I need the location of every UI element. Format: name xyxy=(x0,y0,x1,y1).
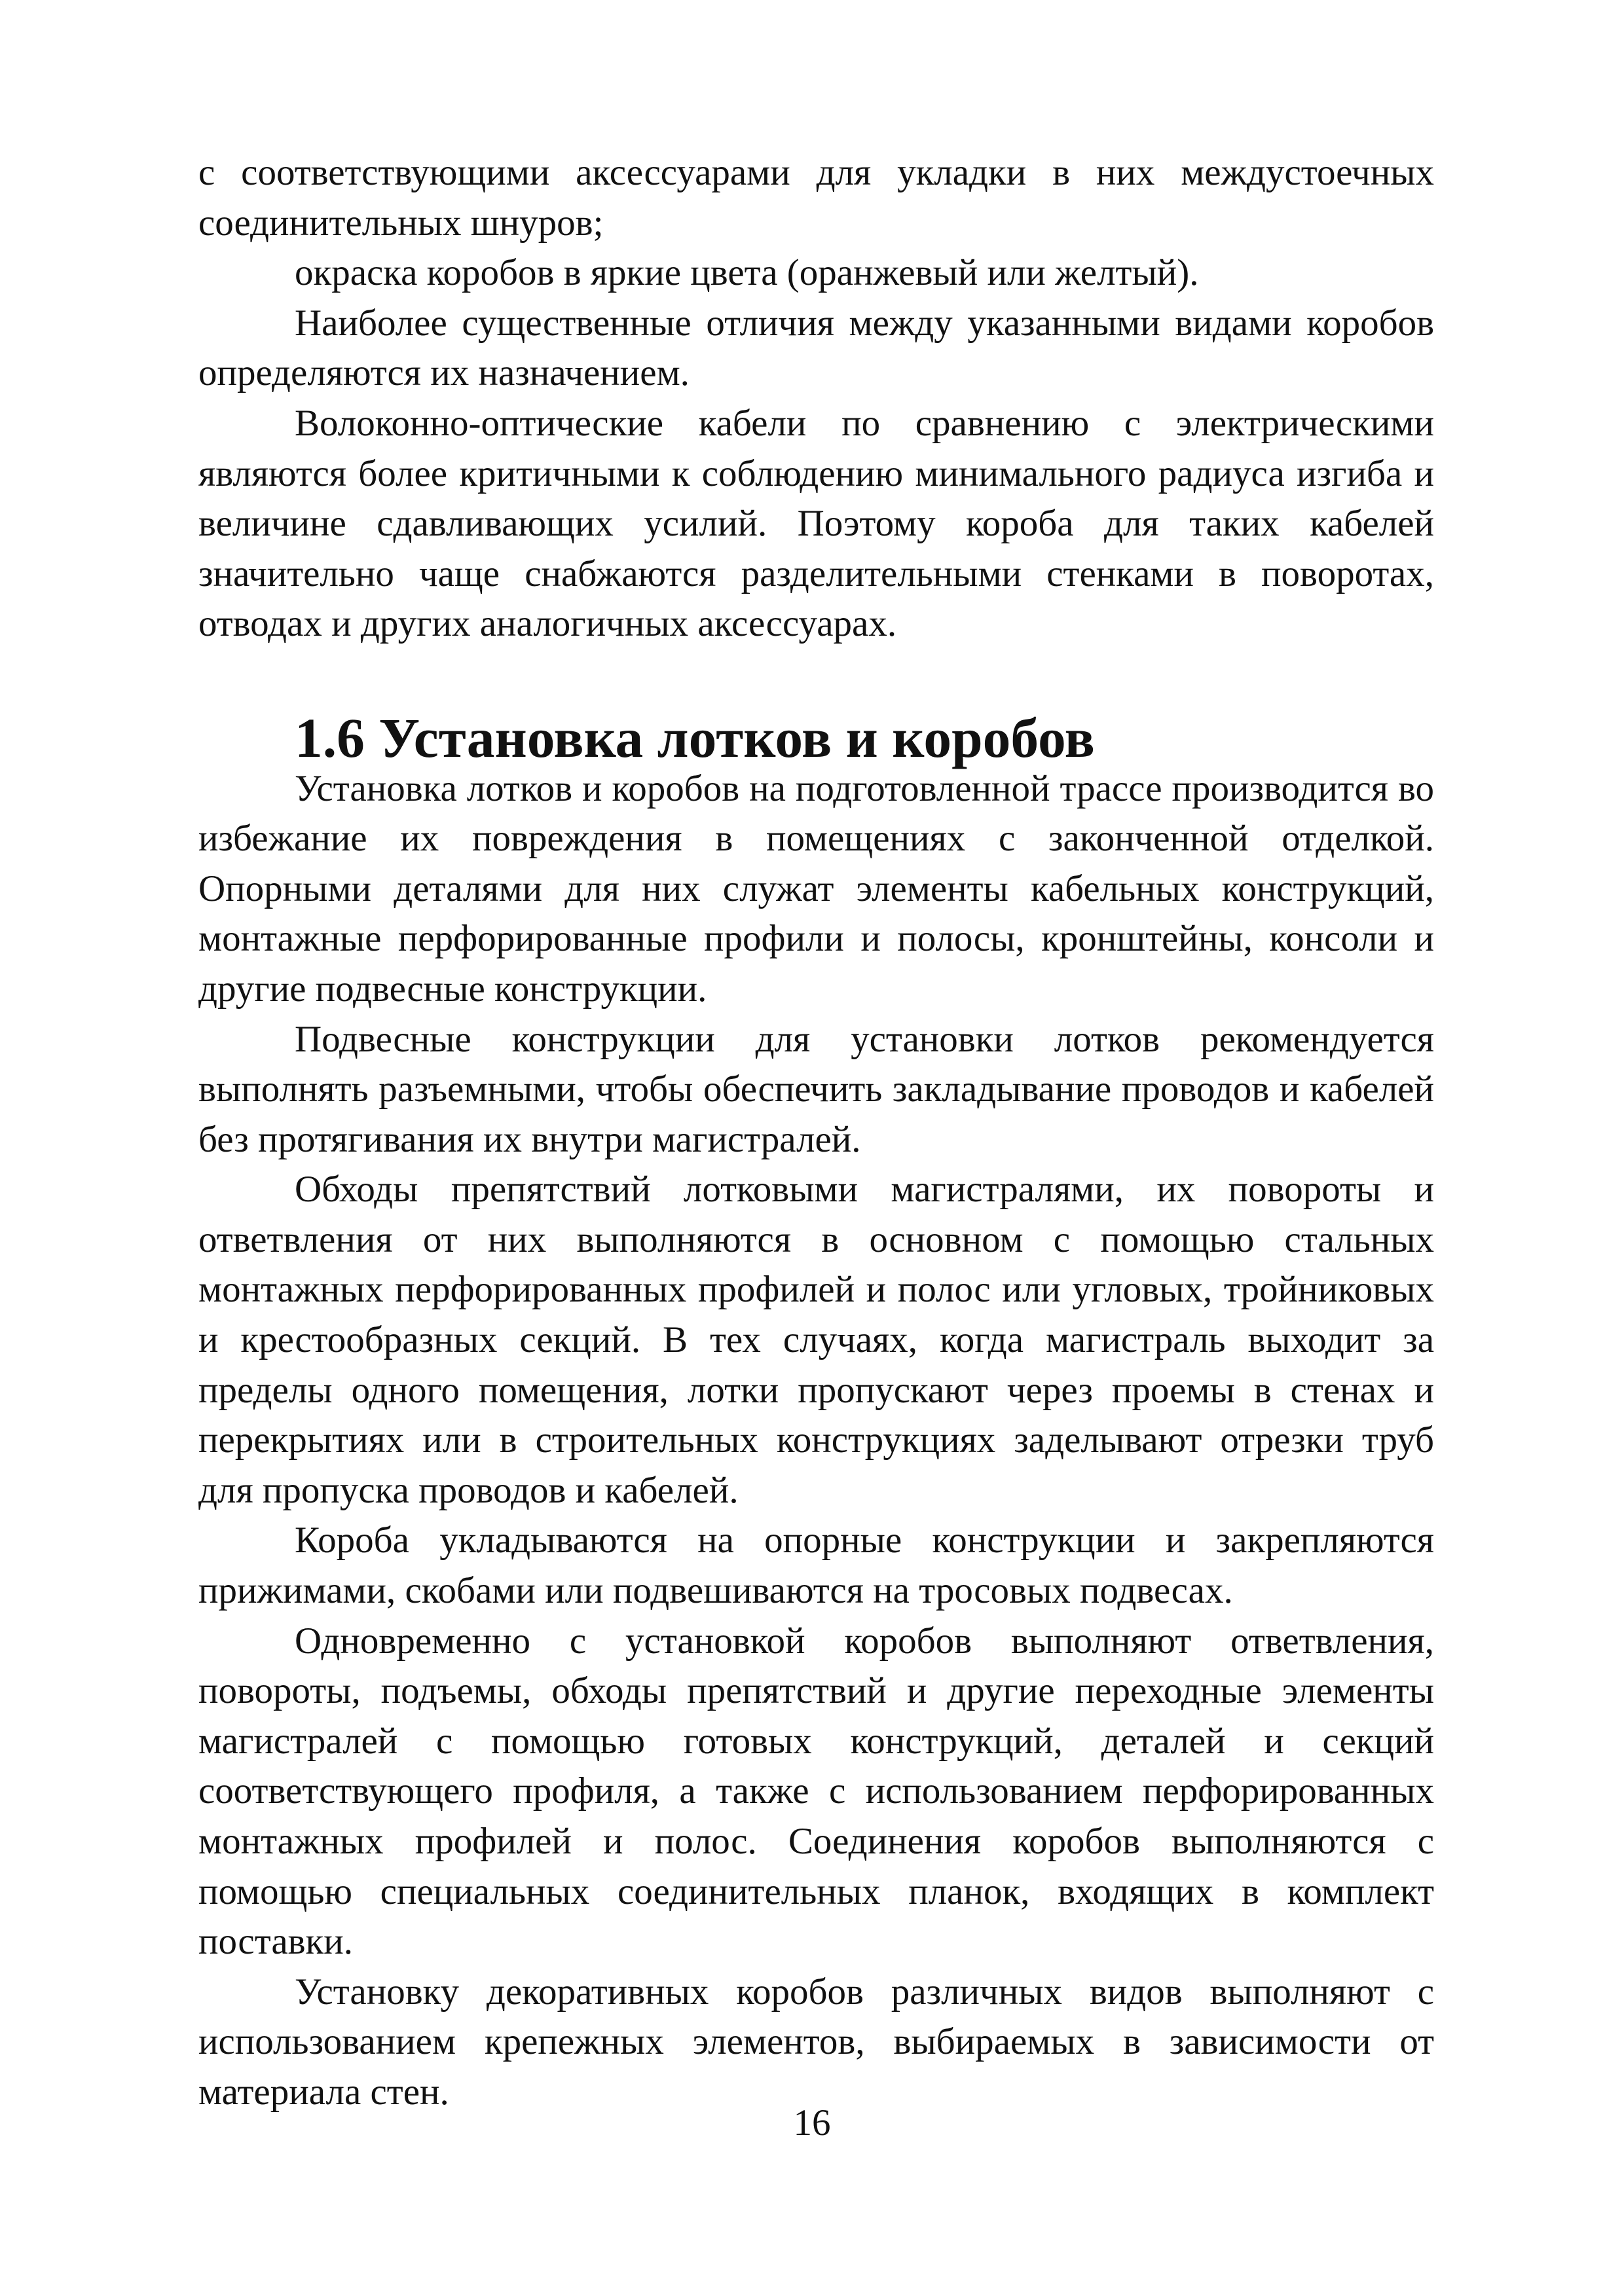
body-paragraph: Наиболее существенные отличия между указанными видами коробов определяются их назначением. xyxy=(198,302,1434,394)
body-paragraph: Одновременно с установкой коробов выполняют ответвления, повороты, подъемы, обходы препятствий и другие переходные элементы магистралей с помощью готовых конструкций, деталей и секций соответствующего профиля, а также с использованием перфорированных монтажных профилей и полос. Соединения коробов выполняются с помощью специальных соединительных планок, входящих в комплект поставки. xyxy=(198,1620,1434,1963)
body-paragraph: окраска коробов в яркие цвета (оранжевый или желтый). xyxy=(295,252,1199,294)
body-paragraph: Обходы препятствий лотковыми магистралями, их повороты и ответвления от них выполняются в основном с помощью стальных монтажных перфорированных профилей и полос или угловых, тройниковых и крестообразных секций. В тех случаях, когда магистраль выходит за пределы одного помещения, лотки пропускают через проемы в стенах и перекрытиях или в строительных конструкциях заделывают отрезки труб для пропуска проводов и кабелей. xyxy=(198,1169,1434,1511)
body-paragraph: Подвесные конструкции для установки лотков рекомендуется выполнять разъемными, чтобы обеспечить закладывание проводов и кабелей без протягивания их внутри магистралей. xyxy=(198,1018,1434,1160)
body-paragraph: Установка лотков и коробов на подготовленной трассе производится во избежание их повреждения в помещениях с законченной отделкой. Опорными деталями для них служат элементы кабельных конструкций, монтажные перфорированные профили и полосы, кронштейны, консоли и другие подвесные конструкции. xyxy=(198,767,1434,1010)
document-page xyxy=(198,148,1434,2118)
body-paragraph: Волоконно-оптические кабели по сравнению с электрическими являются более критичными к соблюдению минимального радиуса изгиба и величине сдавливающих усилий. Поэтому короба для таких кабелей значительно чаще снабжаются разделительными стенками в поворотах, отводах и других аналогичных аксессуарах. xyxy=(198,402,1434,645)
body-paragraph: Короба укладываются на опорные конструкции и закрепляются прижимами, скобами или подвешиваются на тросовых подвесах. xyxy=(198,1520,1434,1612)
section-heading: 1.6 Установка лотков и коробов xyxy=(295,707,1095,769)
page-number: 16 xyxy=(793,2102,831,2143)
body-paragraph: с соответствующими аксессуарами для укладки в них междустоечных соединительных шнуров; xyxy=(198,152,1434,244)
body-paragraph: Установку декоративных коробов различных видов выполняют с использованием крепежных элементов, выбираемых в зависимости от материала стен. xyxy=(198,1971,1434,2113)
